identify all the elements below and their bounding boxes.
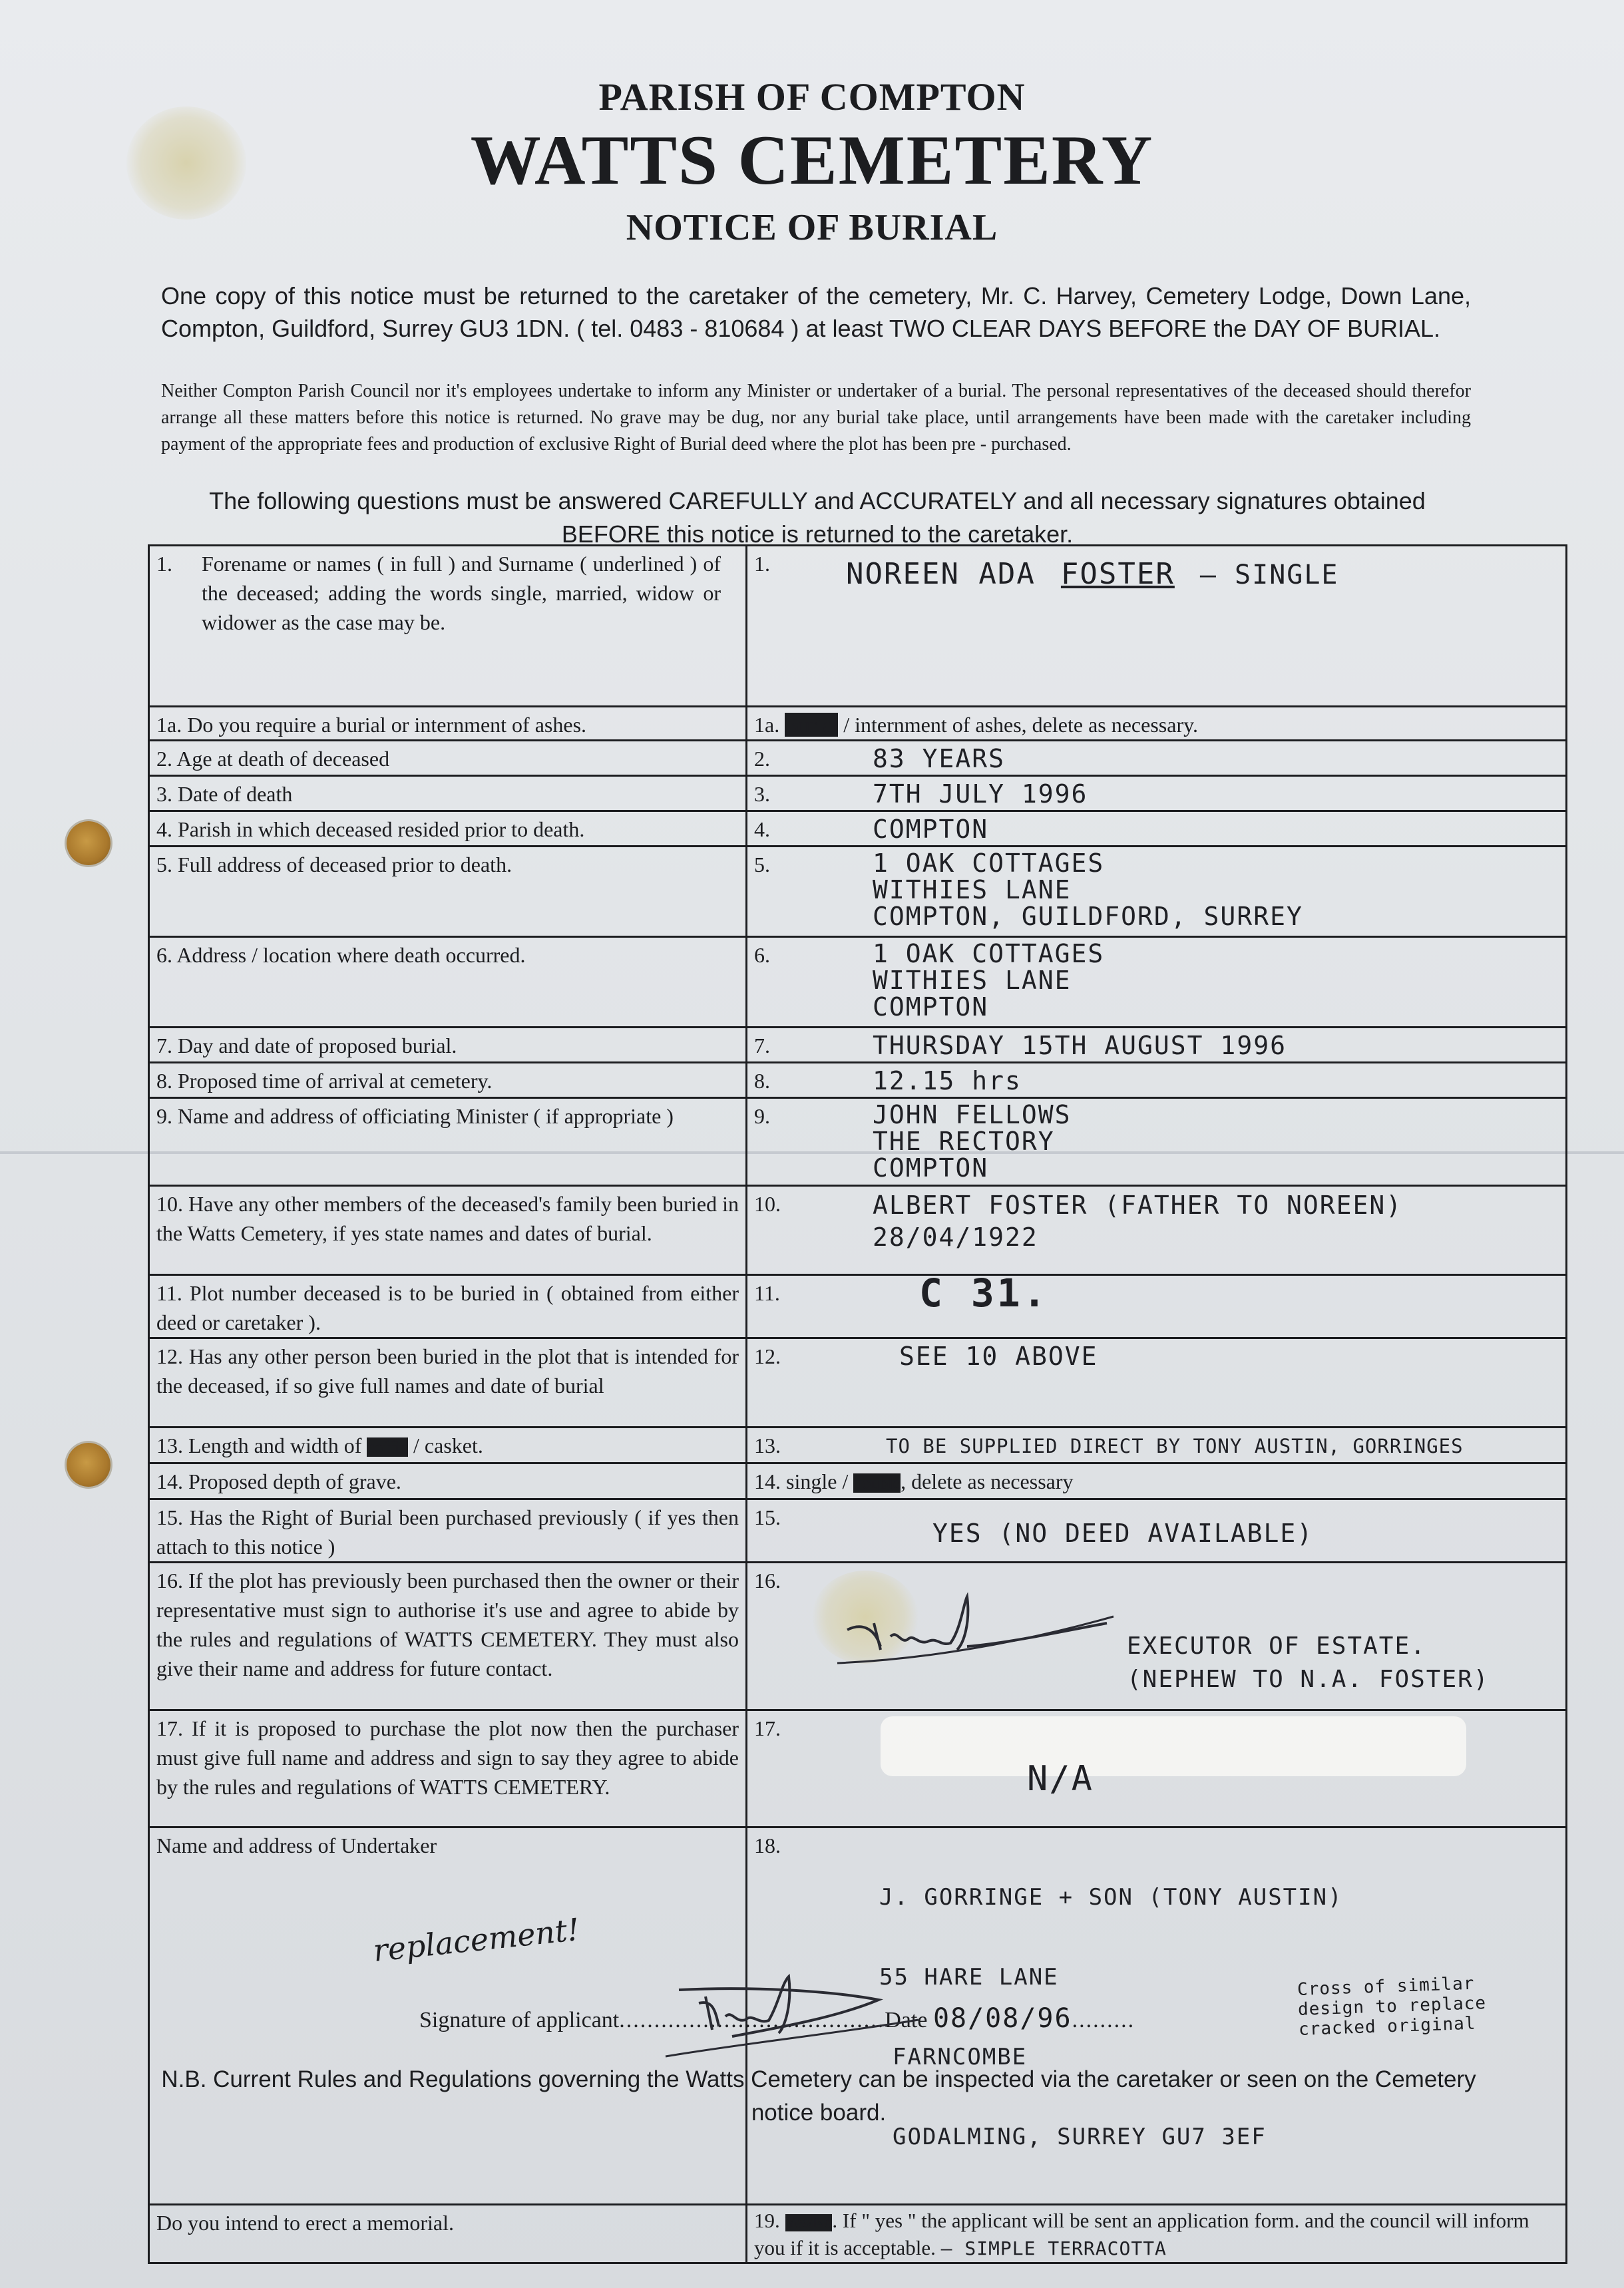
address-line: COMPTON [873,992,989,1022]
question-cell [149,1463,747,1499]
answer-text: 12.15 hrs [873,1066,1022,1095]
form-row-6 [149,937,1567,1028]
undertaker-line: FARNCOMBE [893,2044,1028,2070]
answer-text: THURSDAY 15TH AUGUST 1996 [873,1031,1287,1060]
answer-number: 8. [754,1069,770,1093]
answer-cell [747,741,1567,776]
small-print: Neither Compton Parish Council nor it's employees undertake to inform any Minister or undertaker of a burial. The personal representatives of the deceased should therefor arrange all these matters before this notice is returned. No grave may be dug, nor any burial take place, until arrangements have been made with the caretaker including payment of the appropriate fees and production of exclusive Right of Burial deed where the plot has been pre - purchased. [161,381,1471,455]
intro-text: One copy of this notice must be returned to the caretaker of the cemetery, Mr. C. Harvey, Cemetery Lodge, Down Lane, Compton, Guildford, Surrey GU3 1DN. ( tel. 0483 - 810684 ) at least TWO CLEAR DAYS BEFORE the DAY OF BURIAL. [161,282,1471,342]
owner-detail-line: EXECUTOR OF ESTATE. [1127,1632,1426,1660]
address-line: 1 OAK COTTAGES [873,939,1105,968]
answer-number: 16. [754,1569,781,1593]
question-text: 8. Proposed time of arrival at cemetery. [156,1069,493,1093]
question-cell [149,546,747,707]
answer-cell [747,707,1567,741]
answer-cell [747,1338,1567,1428]
question-text: 10. Have any other members of the deceased's family been buried in the Watts Cemetery, if yes state names and dates of burial. [156,1192,739,1245]
question-text: / casket. [413,1433,483,1457]
answer-text: N/A [1027,1759,1094,1799]
form-row-1a [149,707,1567,741]
answer-cell [747,1098,1567,1186]
answer-cell [747,2205,1567,2263]
question-text: 4. Parish in which deceased resided prior to death. [156,817,585,841]
minister-address [873,1101,1072,1181]
question-cell [149,847,747,937]
answer-number: 1a. [754,713,780,737]
answer-text: / internment of ashes, delete as necessary. [843,713,1199,737]
undertaker-line: 55 HARE LANE [879,1964,1059,1991]
form-row-17 [149,1710,1567,1827]
answer-number: 7. [754,1034,770,1057]
question-cell [149,811,747,847]
answer-number: 19. [754,2209,780,2232]
question-cell [149,1186,747,1275]
address-line: COMPTON, GUILDFORD, SURREY [873,902,1303,931]
form-row-5 [149,847,1567,937]
answer-cell [747,1428,1567,1463]
answer-cell [747,1463,1567,1499]
form-row-12 [149,1338,1567,1428]
answer-address [873,850,1303,930]
answer-number: 4. [754,817,770,841]
question-cell [149,1028,747,1063]
answer-text: . If " yes " the applicant will be sent an application form. and the council will inform you if it is acceptable. [754,2209,1529,2259]
punch-hole [67,821,110,865]
form-row-19 [149,2205,1567,2263]
plot-number: C 31. [919,1274,1049,1316]
form-row-3 [149,776,1567,811]
signature-label: Signature of applicant [419,2008,620,2032]
question-text: 13. Length and width of [156,1433,362,1457]
answer-number: 12. [754,1344,781,1368]
answer-cell [747,937,1567,1028]
undertaker-line: GODALMING, SURREY GU7 3EF [893,2124,1267,2150]
answer-number: 3. [754,782,770,806]
question-cell [149,1275,747,1338]
instructions-text: The following questions must be answered CAREFULLY and ACCURATELY and all necessary signatures obtained BEFORE this notice is returned to the caretaker. [209,487,1426,548]
question-cell [149,1063,747,1098]
form-row-10 [149,1186,1567,1275]
question-cell [149,1499,747,1563]
question-text: 1a. Do you require a burial or internment of ashes. [156,713,587,737]
form-row-4 [149,811,1567,847]
question-text: 5. Full address of deceased prior to death. [156,853,512,876]
form-row-15 [149,1499,1567,1563]
answer-number: 6. [754,943,770,967]
answer-cell [747,546,1567,707]
family-burials [873,1189,1402,1253]
memorial-line: cracked original [1298,2013,1476,2040]
answer-text: COMPTON [873,815,989,844]
answer-text: 83 YEARS [873,744,1006,773]
question-text: 11. Plot number deceased is to be buried in ( obtained from either deed or caretaker ). [156,1281,739,1334]
notice-title: NOTICE OF BURIAL [626,207,998,248]
question-cell [149,1428,747,1463]
question-text: 2. Age at death of deceased [156,747,390,771]
form-row-2 [149,741,1567,776]
question-text: 15. Has the Right of Burial been purchased previously ( if yes then attach to this notice ) [156,1505,739,1559]
answer-number: 18. [754,1833,781,1857]
question-text: Forename or names ( in full ) and Surname ( underlined ) of the deceased; adding the words single, married, widow or widower as the case may be. [202,552,721,634]
address-line: WITHIES LANE [873,966,1072,995]
date-value: 08/08/96 [932,2003,1072,2034]
undertaker-line: J. GORRINGE + SON (TONY AUSTIN) [879,1884,1343,1911]
family-burial-line: ALBERT FOSTER (FATHER TO NOREEN) [873,1191,1403,1220]
question-number: 1. [156,552,172,576]
question-text: 17. If it is proposed to purchase the plot now then the purchaser must give full name and address and sign to say they agree to abide by the rules and regulations of WATTS CEMETERY. [156,1716,739,1799]
answer-number: 13. [754,1433,781,1457]
address-line: COMPTON [873,1153,989,1183]
form-row-1 [149,546,1567,707]
question-text: 6. Address / location where death occurred. [156,943,526,967]
answer-number: 15. [754,1505,781,1529]
question-text: 12. Has any other person been buried in the plot that is intended for the deceased, if so give full names and date of burial [156,1344,739,1398]
memorial-line: Cross of similar [1297,1973,1475,2000]
question-cell [149,776,747,811]
question-cell [149,1098,747,1186]
answer-cell [747,1186,1567,1275]
answer-cell [747,1063,1567,1098]
answer-forenames: NOREEN ADA [846,557,1036,591]
answer-text: TO BE SUPPLIED DIRECT BY TONY AUSTIN, GORRINGES [886,1435,1464,1457]
replacement-note: replacement! [371,1911,582,1969]
question-cell [149,1710,747,1827]
struck-text: Burial [785,713,839,737]
answer-text: , delete as necessary [901,1469,1074,1493]
answer-surname: FOSTER [1060,557,1175,591]
question-cell [149,707,747,741]
correction-fluid [881,1716,1466,1776]
question-cell [149,741,747,776]
question-text: 7. Day and date of proposed burial. [156,1034,457,1057]
address-line: WITHIES LANE [873,875,1072,904]
owner-detail-line: (NEPHEW TO N.A. FOSTER) [1127,1666,1490,1693]
answer-number: 5. [754,853,770,876]
answer-cell [747,776,1567,811]
address-line: JOHN FELLOWS [873,1100,1072,1129]
answer-text: single / [786,1469,849,1493]
applicant-signature [652,1963,958,2063]
owner-details [1127,1630,1490,1696]
answer-text: SEE 10 ABOVE [899,1342,1098,1371]
answer-number: 1. [754,552,770,576]
answer-number: 9. [754,1104,770,1128]
form-row-14 [149,1463,1567,1499]
answer-number: 14. [754,1469,781,1493]
address-line: THE RECTORY [873,1127,1055,1156]
answer-cell [747,1563,1567,1710]
answer-cell [747,1499,1567,1563]
answer-cell [747,847,1567,937]
form-row-7 [149,1028,1567,1063]
question-text: 3. Date of death [156,782,293,806]
struck-text: Yes/No [785,2214,833,2231]
question-text: 9. Name and address of officiating Minister ( if appropriate ) [156,1104,674,1128]
answer-number: 11. [754,1281,780,1305]
form-row-16 [149,1563,1567,1710]
question-cell [149,937,747,1028]
cemetery-title: WATTS CEMETERY [470,121,1154,199]
signature-dots: ...................................... [619,2008,885,2032]
question-cell [149,1338,747,1428]
family-burial-line: 28/04/1922 [873,1223,1038,1252]
answer-text: 7TH JULY 1996 [873,779,1088,809]
answer-number: 17. [754,1716,781,1740]
address-line: 1 OAK COTTAGES [873,849,1105,878]
question-text: 14. Proposed depth of grave. [156,1469,401,1493]
question-cell [149,2205,747,2263]
memorial-note: — SIMPLE TERRACOTTA [940,2237,1167,2259]
struck-text: double [853,1473,901,1493]
struck-text: coffin [367,1437,409,1457]
memorial-description [1297,1973,1488,2040]
answer-cell [747,1275,1567,1338]
memorial-line: design to replace [1297,1993,1487,2020]
question-text: Name and address of Undertaker [156,1833,437,1857]
answer-cell [747,811,1567,847]
date-dots: ......... [1072,2008,1135,2032]
answer-status: — SINGLE [1199,560,1339,590]
date-label: Date [885,2008,928,2032]
punch-hole [67,1443,110,1487]
parish-title: PARISH OF COMPTON [598,75,1026,118]
answer-text: YES (NO DEED AVAILABLE) [932,1519,1314,1548]
form-row-13 [149,1428,1567,1463]
owner-signature [834,1583,1140,1676]
question-text: Do you intend to erect a memorial. [156,2211,454,2235]
footer-note: N.B. Current Rules and Regulations governing the Watts Cemetery can be inspected via the caretaker or seen on the Cemetery notice board. [161,2066,1476,2126]
answer-number: 10. [754,1192,781,1216]
question-cell [149,1563,747,1710]
answer-address [873,940,1104,1020]
form-row-8 [149,1063,1567,1098]
answer-cell [747,1710,1567,1827]
form-row-9 [149,1098,1567,1186]
form-row-11 [149,1275,1567,1338]
question-text: 16. If the plot has previously been purchased then the owner or their representative must sign to authorise it's use and agree to abide by the rules and regulations of WATTS CEMETERY. They must also give their name and address for future contact. [156,1569,739,1680]
answer-cell [747,1028,1567,1063]
answer-number: 2. [754,747,770,771]
